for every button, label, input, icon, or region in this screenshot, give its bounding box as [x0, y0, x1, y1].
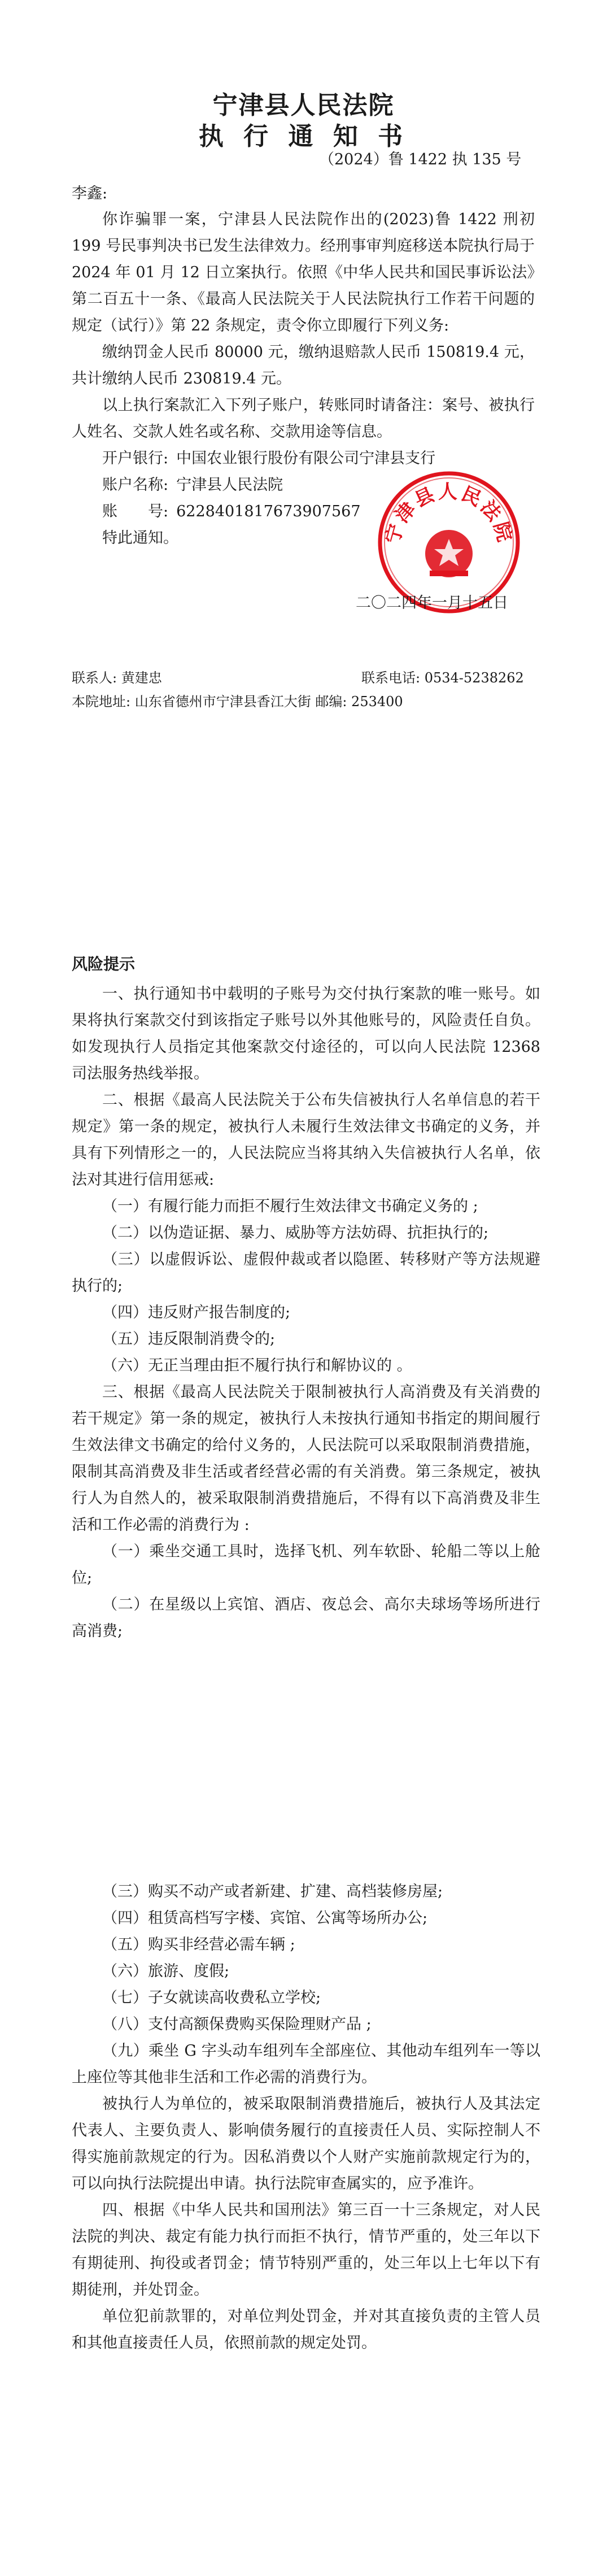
risk-section-2 [72, 1878, 540, 2356]
risk-list-item: （一）有履行能力而拒不履行生效法律文书确定义务的 ; [102, 1198, 478, 1215]
risk-notice-title: 风险提示 [72, 955, 136, 973]
risk-list-item: （九）乘坐 G 字头动车组列车全部座位、其他动车组列车一等以上座位等其他非生活和工作必需的消费行为。 [72, 2042, 540, 2086]
risk-list-item: （六）无正当理由拒不履行执行和解协议的 。 [102, 1357, 412, 1374]
document-title: 执 行 通 知 书 [198, 122, 409, 151]
contact-person: 联系人: 黄建忠 [72, 670, 162, 686]
svg-text:宁津县人民法院: 宁津县人民法院 [381, 481, 517, 547]
risk-list-item: （六）旅游、度假; [102, 1963, 230, 1980]
risk-list-item: （三）以虚假诉讼、虚假仲裁或者以隐匿、转移财产等方法规避执行的; [72, 1251, 540, 1295]
risk-section-1 [72, 981, 540, 1644]
account-name-label: 账户名称: [102, 476, 169, 494]
notice-paragraph: 以上执行案款汇入下列子账户，转账同时请备注：案号、被执行人姓名、交款人姓名或名称、交款用途等信息。 [72, 397, 535, 441]
risk-list-item: （七）子女就读高收费私立学校; [102, 1989, 321, 2007]
risk-list-item: （二）以伪造证据、暴力、威胁等方法妨碍、抗拒执行的; [102, 1224, 489, 1242]
risk-list-item: （八）支付高额保费购买保险理财产品 ; [102, 2016, 372, 2033]
court-name: 宁津县人民法院 [212, 91, 395, 120]
risk-paragraph: 四、根据《中华人民共和国刑法》第三百一十三条规定，对人民法院的判决、裁定有能力执行而拒不执行，情节严重的，处三年以下有期徒刑、拘役或者罚金；情节特别严重的，处三年以上七年以下有期徒刑，并处罚金。 [72, 2201, 540, 2299]
notice-paragraph: 你诈骗罪一案，宁津县人民法院作出的(2023)鲁 1422 刑初 199 号民事判决书已发生法律效力。经刑事审判庭移送本院执行局于 2024 年 01 月 12 日立案执行。依照《中华人民共和国民事诉讼法》第二百五十一条、《最高人民法院关于人民法院执行工作若干问题的规定（试行）》第 22 条规定，责令你立即履行下列义务: [72, 211, 535, 334]
risk-paragraph: 单位犯前款罪的，对单位判处罚金，并对其直接负责的主管人员和其他直接责任人员，依照前款的规定处罚。 [72, 2308, 540, 2352]
risk-paragraph: 被执行人为单位的，被采取限制消费措施后，被执行人及其法定代表人、主要负责人、影响债务履行的直接责任人员、实际控制人不得实施前款规定的行为。因私消费以个人财产实施前款规定行为的，可以向执行法院提出申请。执行法院审查属实的，应予准许。 [72, 2095, 540, 2192]
risk-list-item: （五）违反限制消费令的; [102, 1330, 276, 1348]
account-name-value: 宁津县人民法院 [176, 476, 283, 494]
risk-paragraph: 二、根据《最高人民法院关于公布失信被执行人名单信息的若干规定》第一条的规定，被执行人未履行生效法律文书确定的义务，并具有下列情形之一的，人民法院应当将其纳入失信被执行人名单，依法对其进行信用惩戒: [72, 1091, 540, 1189]
contact-phone: 联系电话: 0534-5238262 [361, 670, 524, 686]
bank-value: 中国农业银行股份有限公司宁津县支行 [176, 450, 436, 467]
account-number-label: 账 号: [102, 503, 169, 520]
risk-paragraph: 三、根据《最高人民法院关于限制被执行人高消费及有关消费的若干规定》第一条的规定，被执行人未按执行通知书指定的期间履行生效法律文书确定的给付义务的，人民法院可以采取限制消费措施，限制其高消费及非生活或者经营必需的有关消费。第三条规定，被执行人为自然人的，被采取限制消费措施后，不得有以下高消费及非生活和工作必需的消费行为 : [72, 1383, 540, 1534]
account-number-value: 6228401817673907567 [176, 503, 361, 520]
risk-list-item: （五）购买非经营必需车辆 ; [102, 1936, 295, 1953]
risk-list-item: （一）乘坐交通工具时，选择飞机、列车软卧、轮船二等以上舱位; [72, 1543, 540, 1587]
notice-paragraph: 缴纳罚金人民币 80000 元，缴纳退赔款人民币 150819.4 元，共计缴纳人民币 230819.4 元。 [72, 343, 535, 388]
risk-list-item: （三）购买不动产或者新建、扩建、高档装修房屋; [102, 1883, 443, 1900]
court-address: 本院地址: 山东省德州市宁津县香江大街 邮编: 253400 [72, 694, 403, 710]
bank-label: 开户银行: [102, 450, 169, 467]
risk-list-item: （二）在星级以上宾馆、酒店、夜总会、高尔夫球场等场所进行高消费; [72, 1596, 540, 1640]
risk-paragraph: 一、执行通知书中载明的子账号为交付执行案款的唯一账号。如果将执行案款交付到该指定子账号以外其他账号的，风险责任自负。如发现执行人员指定其他案款交付途径的，可以向人民法院 12368 司法服务热线举报。 [72, 985, 540, 1082]
closing-text: 特此通知。 [102, 529, 178, 547]
bank-line [72, 445, 535, 472]
risk-list-item: （四）租赁高档写字楼、宾馆、公寓等场所办公; [102, 1909, 428, 1927]
risk-list-item: （四）违反财产报告制度的; [102, 1304, 291, 1321]
issue-date: 二〇二四年一月十五日 [356, 594, 508, 612]
case-number: （2024）鲁 1422 执 135 号 [319, 151, 522, 168]
salutation: 李鑫: [72, 185, 108, 202]
